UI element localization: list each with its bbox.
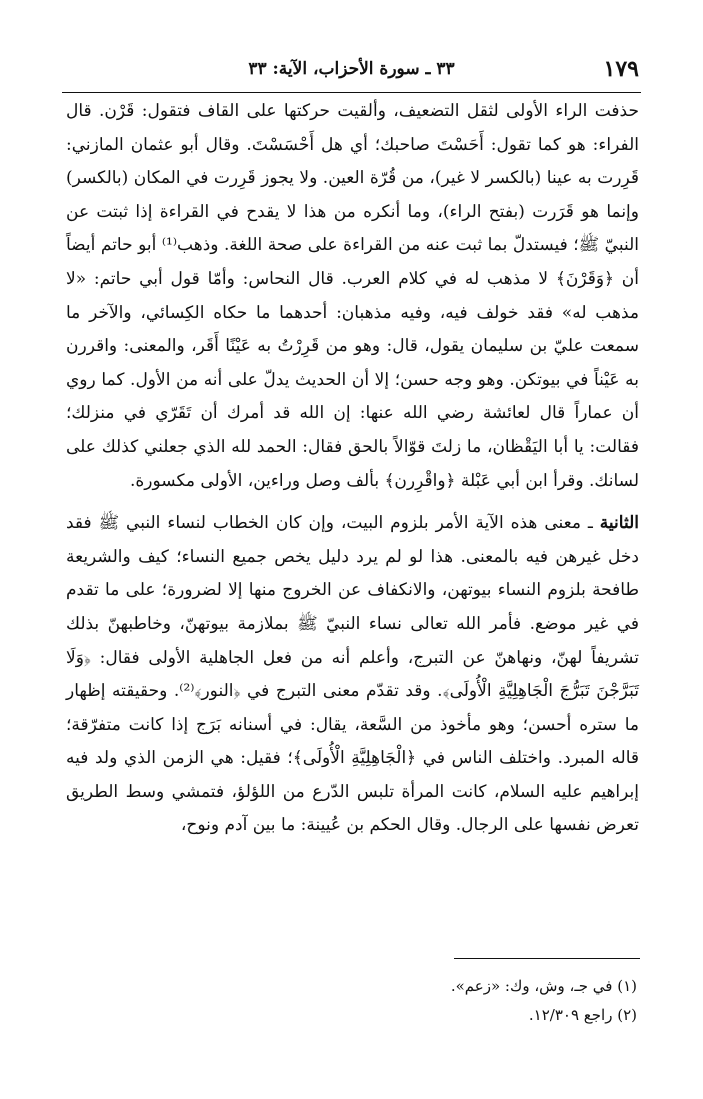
body-text — [66, 95, 639, 843]
footnote-1: (١) في جـ، وش، وك: «زعم». — [450, 977, 637, 995]
page-number: ١٧٩ — [603, 56, 639, 82]
footnote-2: (٢) راجع ١٢/٣٠٩. — [528, 1006, 637, 1024]
paragraph-2 — [66, 507, 639, 843]
paragraph-2-text: ـ معنى هذه الآية الأمر بلزوم البيت، وإن كان الخطاب لنساء النبي ﷺ فقد دخل غيرهن فيه بالمعنى. هذا لو لم يرد دليل يخص جميع النساء؛ كيف والشريعة طافحة بلزوم النساء بيوتهن، والانكفاف عن الخروج منها إلا لضرورة؛ على ما تقدم في غير موضع. فأمر الله تعالى نساء النبيّ ﷺ بملازمة بيوتهنّ، وخاطبهنّ بذلك تشريفاً لهنّ، ونهاهنّ عن التبرج، وأعلم أنه من فعل الجاهلية الأولى فقال: ﴿وَلَا تَبَرَّجْنَ تَبَرُّجَ الْجَاهِلِيَّةِ الْأُولَى﴾. وقد تقدّم معنى التبرج في ﴿النور﴾⁽²⁾. وحقيقته إظهار ما ستره أحسن؛ وهو مأخوذ من السَّعة، يقال: في أسنانه بَرَج إذا كانت متفرّقة؛ قاله المبرد. واختلف الناس في ﴿الْجَاهِلِيَّةِ الْأُولَى﴾؛ فقيل: هي الزمن الذي ولد فيه إبراهيم عليه السلام، كانت المرأة تلبس الدّرع من اللؤلؤ، فتمشي وسط الطريق تعرض نفسها على الرجال. وقال الحكم بن عُيينة: ما بين آدم ونوح، — [66, 513, 639, 836]
paragraph-1: حذفت الراء الأولى لثقل التضعيف، وألقيت حركتها على القاف فتقول: قَرْن. قال الفراء: هو كما تقول: أَحَسْتَ صاحبك؛ أي هل أَحْسَسْتَ. وقال أبو عثمان المازني: قَرِرت به عينا (بالكسر لا غير)، من قُرّة العين. ولا يجوز قَرِرت في المكان (بالكسر) وإنما هو قَرَرت (بفتح الراء)، وما أنكره من هذا لا يقدح في القراءة إذا ثبتت عن النبيّ ﷺ؛ فيستدلّ بما ثبت عنه من القراءة على صحة اللغة. وذهب⁽¹⁾ أبو حاتم أيضاً أن ﴿وَقَرْنَ﴾ لا مذهب له في كلام العرب. قال النحاس: وأمّا قول أبي حاتم: «لا مذهب له» فقد خولف فيه، وفيه مذهبان: أحدهما ما حكاه الكِسائي، والآخر ما سمعت عليّ بن سليمان يقول، قال: وهو من قَرِرْتُ به عَيْنًا أَقَر، والمعنى: واقررن به عَيْناً في بيوتكن. وهو وجه حسن؛ إلا أن الحديث يدلّ على أنه من الأول. كما روي أن عماراً قال لعائشة رضي الله عنها: إن الله قد أمرك أن تَقَرّي في منزلك؛ فقالت: يا أبا اليَقْظان، ما زلتَ قوّالاً بالحق فقال: الحمد لله الذي جعلني كذلك على لسانك. وقرأ ابن أبي عَبْلة ﴿واقْرِرن﴾ بألف وصل وراءين، الأولى مكسورة. — [66, 101, 640, 491]
running-title: ٣٣ ـ سورة الأحزاب، الآية: ٣٣ — [248, 59, 455, 79]
footnote-divider — [454, 958, 640, 959]
footnotes — [66, 972, 637, 1030]
page-header — [62, 52, 641, 93]
paragraph-2-lead: الثانية — [599, 513, 639, 534]
